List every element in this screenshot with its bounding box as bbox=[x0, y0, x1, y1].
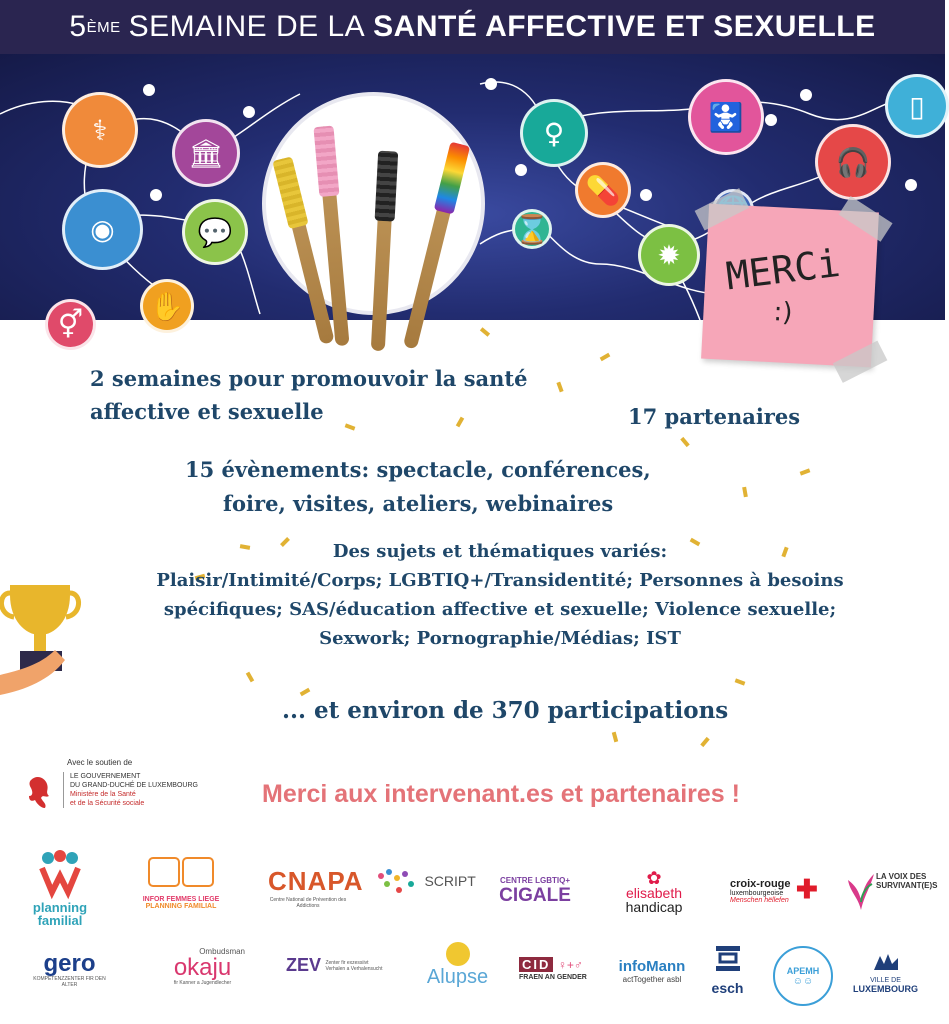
la-voix-line-1: LA VOIX DES bbox=[876, 872, 927, 881]
zev-sub: Zenter fir exzessiivt Verhalen a Verhalensucht bbox=[325, 959, 383, 972]
apemh-name: APEMH bbox=[786, 966, 820, 976]
esch-name: esch bbox=[711, 980, 744, 996]
network-dot bbox=[243, 106, 255, 118]
croix-rouge-line-1: croix-rouge bbox=[730, 878, 791, 890]
pregnant-icon: ♀ bbox=[520, 99, 588, 167]
network-dot bbox=[905, 179, 917, 191]
weeks-line-2: affective et sexuelle bbox=[90, 399, 324, 424]
participations-stat: ... et environ de 370 participations bbox=[282, 697, 729, 724]
gero-name: gero bbox=[43, 950, 96, 977]
okaju-top: Ombudsman bbox=[199, 947, 245, 956]
la-voix-line-2: SURVIVANT(E)S bbox=[876, 881, 938, 890]
cigale-line-2: CIGALE bbox=[499, 885, 571, 906]
hourglass-icon: ⌛ bbox=[512, 209, 552, 249]
elisabeth-line-2: handicap bbox=[625, 899, 683, 915]
cnapa-sub: Centre National de Prévention des Addictions bbox=[269, 897, 347, 909]
gender-icon: ⚥ bbox=[45, 299, 96, 350]
network-dot bbox=[485, 78, 497, 90]
script-icon bbox=[375, 866, 420, 896]
network-dot bbox=[515, 164, 527, 176]
logo-esch bbox=[705, 944, 750, 995]
ville-line-1: VILLE DE bbox=[870, 977, 901, 984]
infor-femmes-line-1: INFOR FEMMES LIEGE bbox=[142, 896, 220, 903]
topics-line-2: spécifiques; SAS/éducation affective et sexuelle; Violence sexuelle; bbox=[163, 599, 837, 620]
title-ordinal-suffix: ÈME bbox=[86, 18, 121, 36]
network-dot bbox=[150, 189, 162, 201]
confetti bbox=[556, 382, 563, 393]
trophy-icon bbox=[0, 565, 95, 705]
croix-rouge-line-2: luxembourgeoise bbox=[730, 890, 784, 897]
logo-cigale bbox=[495, 876, 575, 907]
infor-femmes-line-2: PLANNING FAMILIAL bbox=[145, 903, 217, 910]
cnapa-name: CNAPA bbox=[268, 866, 364, 896]
confetti bbox=[480, 327, 490, 336]
headset-icon: 🎧 bbox=[815, 124, 891, 200]
sticky-note-text: MERCi bbox=[723, 240, 843, 299]
government-logo bbox=[25, 770, 205, 820]
cid-sub: FRAEN AN GENDER bbox=[519, 974, 587, 981]
confetti bbox=[612, 732, 618, 743]
ville-luxembourg-icon bbox=[872, 952, 900, 972]
logo-elisabeth-handicap bbox=[614, 870, 694, 914]
merci-sticky-note bbox=[701, 204, 879, 368]
red-cross-icon: ✚ bbox=[796, 874, 818, 904]
logo-gero bbox=[32, 952, 107, 988]
title-ordinal: 5 bbox=[69, 10, 87, 43]
events-stat bbox=[185, 453, 651, 521]
logo-ville-luxembourg bbox=[848, 952, 923, 994]
logo-alupse bbox=[415, 942, 500, 989]
page-title bbox=[0, 0, 945, 54]
gero-sub: KOMPETENZZENTER FIR DEN ALTER bbox=[33, 976, 106, 988]
planning-familial-name: planning familial bbox=[32, 900, 88, 928]
smartphone-icon: ▯ bbox=[885, 74, 949, 138]
logo-apemh bbox=[773, 946, 833, 1006]
planning-familial-icon bbox=[40, 850, 80, 896]
logo-la-voix bbox=[848, 872, 938, 890]
zev-name: ZEV bbox=[286, 955, 322, 975]
script-name: SCRIPT bbox=[424, 873, 476, 889]
toothbrush-black bbox=[371, 151, 395, 351]
alupse-icon bbox=[446, 942, 470, 966]
ministry-line-2: et de la Sécurité sociale bbox=[70, 800, 145, 807]
lion-icon bbox=[27, 774, 53, 810]
confetti bbox=[680, 437, 689, 447]
ministry-line-1: Ministère de la Santé bbox=[70, 791, 136, 798]
weeks-line-1: 2 semaines pour promouvoir la santé bbox=[90, 366, 528, 391]
logo-okaju bbox=[160, 947, 245, 986]
stethoscope-icon: ⚕ bbox=[62, 92, 138, 168]
confetti bbox=[800, 468, 811, 475]
speech-bubble-icon: 💬 bbox=[182, 199, 248, 265]
network-dot bbox=[640, 189, 652, 201]
infomann-sub: actTogether asbl bbox=[622, 975, 682, 984]
confetti bbox=[735, 678, 746, 685]
gov-line-2: DU GRAND-DUCHÉ DE LUXEMBOURG bbox=[70, 782, 198, 789]
government-text bbox=[63, 772, 198, 808]
topics-line-3: Sexwork; Pornographie/Médias; IST bbox=[319, 628, 681, 649]
logo-croix-rouge bbox=[730, 874, 825, 904]
title-bold: SANTÉ AFFECTIVE ET SEXUELLE bbox=[373, 10, 876, 43]
pills-icon: 💊 bbox=[575, 162, 631, 218]
toothbrush-glass-image bbox=[262, 92, 485, 315]
eye-icon: ◉ bbox=[62, 189, 143, 270]
topics-stat bbox=[130, 537, 870, 653]
elisabeth-flower-icon: ✿ bbox=[646, 868, 662, 888]
confetti bbox=[300, 688, 311, 696]
network-dot bbox=[143, 84, 155, 96]
topics-intro: Des sujets et thématiques variés: bbox=[332, 541, 668, 562]
weeks-stat bbox=[90, 362, 527, 428]
logo-cnapa bbox=[268, 866, 364, 909]
esch-icon bbox=[712, 944, 744, 976]
cid-name: CID bbox=[519, 957, 553, 972]
hands-icon: ✋ bbox=[140, 279, 194, 333]
ville-line-2: LUXEMBOURG bbox=[853, 984, 918, 994]
virus-icon: ✹ bbox=[638, 224, 700, 286]
okaju-name: okaju bbox=[173, 954, 232, 981]
network-dot bbox=[800, 89, 812, 101]
title-light: SEMAINE DE LA bbox=[128, 10, 366, 43]
croix-rouge-line-3: Menschen hëllefen bbox=[730, 897, 789, 904]
network-dot bbox=[765, 114, 777, 126]
logo-infomann bbox=[612, 958, 692, 984]
confetti bbox=[246, 672, 254, 683]
apemh-people-icon: ☺☺ bbox=[792, 976, 814, 987]
museum-icon: 🏛 bbox=[172, 119, 240, 187]
logo-cid bbox=[519, 956, 597, 981]
confetti bbox=[700, 737, 709, 747]
logo-script bbox=[375, 866, 490, 896]
events-line-2: foire, visites, ateliers, webinaires bbox=[223, 491, 614, 516]
events-line-1: 15 évènements: spectacle, conférences, bbox=[185, 457, 651, 482]
confetti bbox=[742, 487, 748, 498]
partners-stat: 17 partenaires bbox=[628, 404, 801, 429]
okaju-sub: fir Kanner a Jugendlecher bbox=[173, 980, 232, 986]
alupse-name: Alupse bbox=[426, 966, 489, 988]
stroller-icon: 🚼 bbox=[688, 79, 764, 155]
cid-gender-icons: ♀+♂ bbox=[557, 958, 583, 972]
logo-zev bbox=[286, 955, 386, 976]
gov-line-1: LE GOUVERNEMENT bbox=[70, 773, 141, 780]
infor-femmes-icon bbox=[146, 855, 216, 891]
elisabeth-line-1: elisabeth bbox=[625, 885, 683, 901]
infomann-name: infoMann bbox=[618, 958, 686, 975]
logo-planning-familial bbox=[20, 850, 100, 927]
tape bbox=[833, 341, 888, 383]
topics-line-1: Plaisir/Intimité/Corps; LGBTIQ+/Transidentité; Personnes à besoins bbox=[156, 570, 844, 591]
confetti bbox=[600, 353, 611, 361]
thanks-heading: Merci aux intervenant.es et partenaires ! bbox=[262, 780, 740, 808]
cigale-line-1: CENTRE LGBTIQ+ bbox=[499, 876, 570, 885]
la-voix-icon bbox=[848, 872, 874, 910]
smiley: :) bbox=[772, 297, 794, 329]
logo-infor-femmes bbox=[137, 855, 225, 910]
support-label: Avec le soutien de bbox=[67, 758, 133, 767]
